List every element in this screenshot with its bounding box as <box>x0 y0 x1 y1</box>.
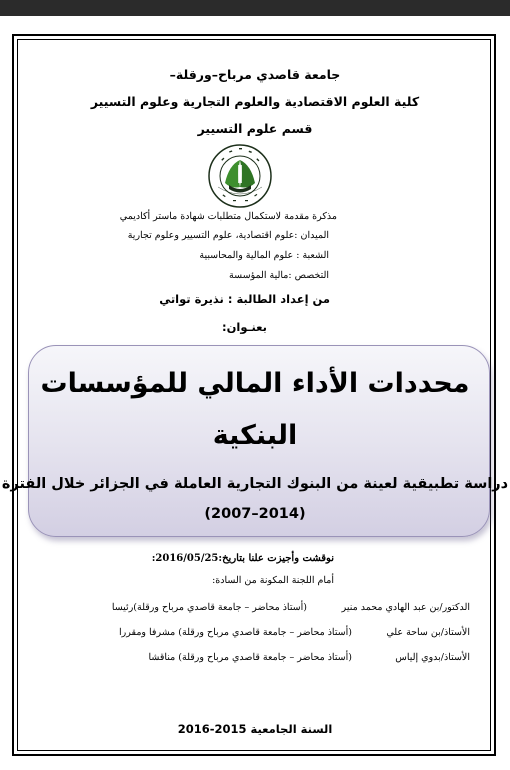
title-label: بعنـوان: <box>221 320 267 334</box>
committee-row <box>0 652 510 672</box>
academic-year: السنة الجامعية 2015-2016 <box>177 722 333 736</box>
defense-date: نوقشت وأجيزت علنا بتاريخ:2016/05/25: <box>151 553 334 564</box>
thesis-subtitle-line2: (2014–2007) <box>204 506 306 522</box>
faculty-name: كلية العلوم الاقتصادية والعلوم التجارية وعلوم التسيير <box>90 94 420 109</box>
specialty-line: التخصص :مالية المؤسسة <box>229 270 329 281</box>
student-line: من إعداد الطالبة : نذيرة تواتي <box>159 292 330 306</box>
committee-row <box>0 602 510 622</box>
committee-member-affiliation: (أستاذ محاضر – جامعة قاصدي مرباح ورقلة) مناقشا <box>148 652 352 663</box>
thesis-purpose: مذكرة مقدمة لاستكمال متطلبات شهادة ماستر أكاديمي <box>119 211 337 222</box>
branch-line: الشعبة : علوم المالية والمحاسبية <box>199 250 329 261</box>
field-line: الميدان :علوم اقتصادية، علوم التسيير وعلوم تجارية <box>127 230 329 241</box>
committee-member-name: الأستاذ/بدوي إلياس <box>395 652 470 663</box>
committee-member-affiliation: (أستاذ محاضر – جامعة قاصدي مرباح ورقلة)رئيسا <box>111 602 307 613</box>
university-logo-icon <box>207 143 273 209</box>
committee-row <box>0 627 510 647</box>
thesis-title-line2: البنكية <box>212 420 298 451</box>
thesis-title-line1: محددات الأداء المالي للمؤسسات <box>40 368 470 399</box>
committee-intro: أمام اللجنة المكونة من السادة: <box>212 575 334 586</box>
thesis-subtitle-line1: دراسة تطبيقية لعينة من البنوك التجارية العاملة في الجزائر خلال الفترة <box>1 476 509 492</box>
university-name: جامعة قاصدي مرباح–ورقلة– <box>169 67 341 82</box>
department-name: قسم علوم التسيير <box>197 121 313 136</box>
committee-member-name: الأستاذ/بن ساحة علي <box>386 627 470 638</box>
committee-member-affiliation: (أستاذ محاضر – جامعة قاصدي مرباح ورقلة) مشرفا ومقررا <box>119 627 352 638</box>
committee-member-name: الدكتور/بن عبد الهادي محمد منير <box>341 602 470 613</box>
